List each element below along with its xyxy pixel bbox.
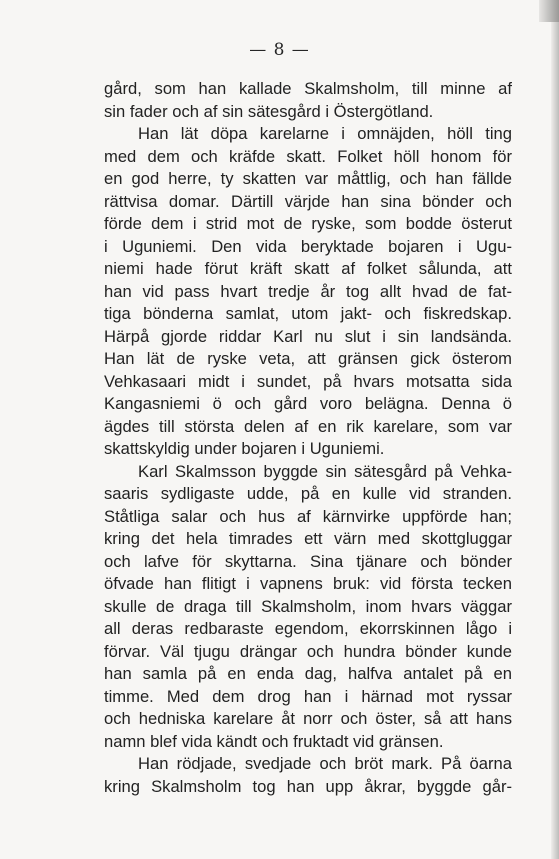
text-line: skulle de draga till Skalmsholm, inom hvars väggar — [104, 596, 512, 616]
text-line: Han lät döpa karelarne i omnäjden, höll ting — [138, 124, 512, 143]
text-line: förvar. Väl tjugu drängar och hundra bönder kunde — [104, 641, 512, 661]
text-line: Karl Skalmsson byggde sin sätesgård på Vehka- — [138, 461, 512, 481]
text-line: han samla på en enda dag, halfva antalet på en — [104, 664, 512, 683]
text-line: öfvade han flitigt i vapnens bruk: vid första tecken — [104, 574, 512, 593]
text-line: med dem och kräfde skatt. Folket höll honom för — [104, 146, 512, 166]
text-line: saaris sydligaste udde, på en kulle vid stranden. — [104, 484, 512, 503]
text-line: kring det hela timrades ett värn med skottgluggar — [104, 529, 512, 548]
page-edge-shadow — [551, 0, 559, 859]
text-line: Vehkasaari midt i sundet, på hvars motsatta sida — [104, 371, 512, 391]
text-line: i Uguniemi. Den vida beryktade bojaren i Ugu- — [104, 236, 512, 256]
text-line: kring Skalmsholm tog han upp åkrar, byggde går- — [104, 776, 512, 796]
text-line: Härpå gjorde riddar Karl nu slut i sin landsända. — [104, 326, 512, 346]
text-line: rättvisa domar. Därtill värjde han sina bönder och — [104, 191, 512, 211]
text-line: Ståtliga salar och hus af kärnvirke uppförde han; — [104, 506, 512, 526]
text-line: skattskyldig under bojaren i Uguniemi. — [104, 439, 385, 458]
text-line: Kangasniemi ö och gård voro belägna. Denna ö — [104, 394, 512, 413]
text-line: förde dem i strid mot de ryske, som bodde österut — [104, 214, 512, 233]
text-line: Han rödjade, svedjade och bröt mark. På öarna — [138, 754, 512, 773]
text-line: namn blef vida kändt och fruktadt vid gränsen. — [104, 731, 444, 751]
text-line: gård, som han kallade Skalmsholm, till minne af — [104, 79, 512, 98]
text-line: och lafve för skyttarna. Sina tjänare och bönder — [104, 551, 512, 571]
text-line: Han lät de ryske veta, att gränsen gick österom — [104, 349, 512, 368]
body-text — [104, 78, 512, 798]
page-number: — 8 — — [249, 40, 310, 60]
text-line: ägdes till största delen af en rik karelare, som var — [104, 416, 512, 436]
text-line: timme. Med dem drog han i härnad mot ryssar — [104, 686, 512, 706]
text-line: sin fader och af sin sätesgård i Östergötland. — [104, 101, 434, 121]
text-line: och hedniska karelare åt norr och öster, så att hans — [104, 709, 512, 728]
text-line: all deras redbaraste egendom, ekorrskinnen lågo i — [104, 619, 512, 638]
page-corner-shadow — [539, 0, 559, 22]
text-line: niemi hade förut kräft skatt af folket sålunda, att — [104, 259, 512, 278]
text-line: en god herre, ty skatten var måttlig, och han fällde — [104, 169, 512, 188]
text-line: tiga bönderna samlat, utom jakt- och fiskredskap. — [104, 304, 512, 323]
text-line: han vid pass hvart tredje år tog allt hvad de fat- — [104, 281, 512, 301]
